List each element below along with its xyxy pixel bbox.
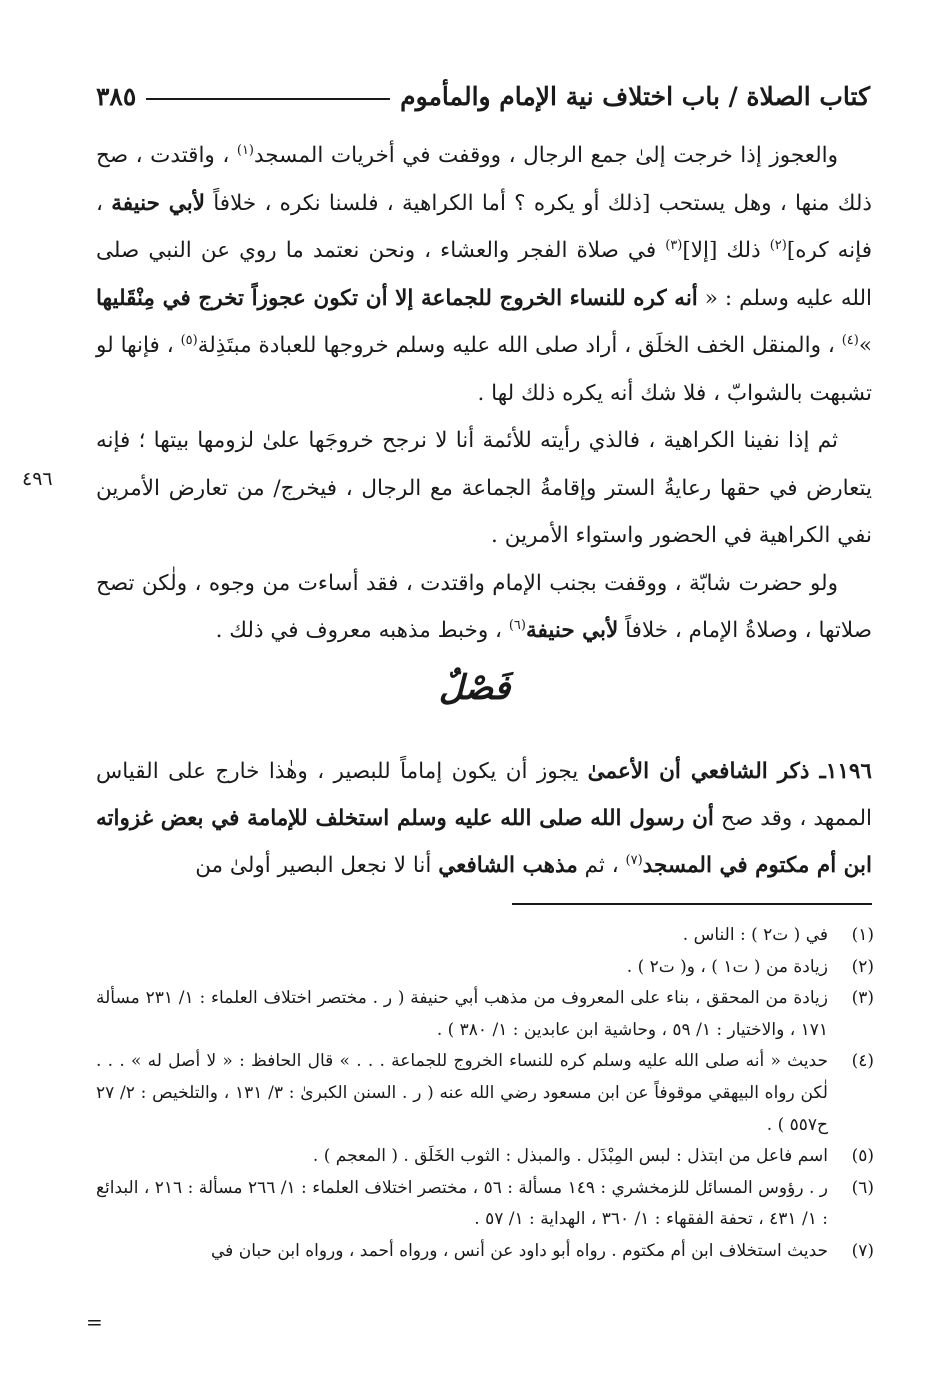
footnote-text: ر . رؤوس المسائل للزمخشري : ١٤٩ مسألة : ٥٦ ، مختصر اختلاف العلماء : ١/ ٢٦٦ مسألة : ٢١٦ ، البدائع : ١/ ٤٣١ ، تحفة الفقهاء : ١/ ٣٦٠ ، الهداية : ١/ ٥٧ . (96, 1177, 828, 1230)
page-number: ٣٨٥ (96, 81, 137, 111)
footnote-ref-3: (٣) (665, 237, 683, 253)
footnote-ref-1: (١) (236, 142, 254, 158)
footnote (96, 1173, 874, 1236)
running-header (96, 76, 870, 116)
margin-manuscript-number: ٤٩٦ (22, 468, 53, 490)
bold-run: ذكر الشافعي أن الأعمىٰ (587, 759, 810, 784)
paragraph-number: ١١٩٦ـ (809, 759, 872, 784)
footnote-text: اسم فاعل من ابتذل : لبس المِبْذَل . والمبذل : الثوب الخَلَق . ( المعجم ) . (312, 1146, 828, 1167)
footnote-ref-6: (٦) (508, 617, 526, 633)
footnote (96, 952, 874, 984)
footnote-text: في ( ت٢ ) : الناس . (682, 925, 828, 945)
footnote-number: (٤) (851, 1051, 874, 1072)
bold-run: مذهب الشافعي (438, 853, 578, 878)
paragraph-3 (96, 560, 872, 655)
text-run: ، فإنها لو تشبهت بالشوابّ ، فلا شك أنه يكره ذلك لها . (96, 333, 872, 406)
text-run: ، واقتدت ، صح ذلك منها ، وهل يستحب [ذلك أو يكره ؟ أما الكراهية ، فلسنا نكره ، خلافاً (96, 143, 873, 216)
text-run: أنا لا نجعل البصير أولىٰ من (195, 853, 439, 878)
bold-run: أن رسول الله صلى الله عليه وسلم استخلف للإمامة في بعض غزواته ابن أم مكتوم في المسجد (96, 806, 872, 878)
paragraph-1196 (96, 748, 872, 889)
text-run: ، ثم (577, 853, 626, 878)
footnote-number: (٣) (851, 988, 874, 1009)
bold-run: لأبي حنيفة (525, 618, 619, 643)
footnote-number: (٧) (851, 1240, 874, 1261)
footnote (96, 983, 874, 1046)
footnote (96, 1141, 874, 1173)
main-text (96, 132, 872, 655)
paragraph-2 (96, 417, 872, 560)
text-run: ، فإنه كره] (96, 190, 872, 263)
text-run: ثم إذا نفينا الكراهية ، فالذي رأيته للأئمة أنا لا نرجح خروجَها علىٰ لزومها بيتها ؛ فإنه يتعارض في حقها رعايةُ الستر وإقامةُ الجماعة مع الرجال ، فيخرج/ من تعارض الأمرين نفي الكراهية في الحضور واستواء الأمرين . (96, 428, 872, 548)
text-run: » (858, 333, 872, 358)
footnote-number: (٥) (851, 1146, 874, 1167)
section-heading-text: فَصْلٌ (438, 668, 511, 708)
text-run: ، وخبط مذهبه معروف في ذلك . (215, 618, 509, 643)
footnote-number: (١) (851, 925, 874, 945)
footnote-text: زيادة من المحقق ، بناء على المعروف من مذهب أبي حنيفة ( ر . مختصر اختلاف العلماء : ١/ ٢٣١ مسألة ١٧١ ، والاختيار : ١/ ٥٩ ، وحاشية ابن عابدين : ١/ ٣٨٠ ) . (96, 988, 828, 1040)
text-run: في صلاة الفجر والعشاء ، ونحن نعتمد ما روي عن النبي صلى الله عليه وسلم : « (96, 238, 872, 311)
footnote-ref-4: (٤) (841, 332, 859, 348)
footnote-ref-7: (٧) (625, 852, 643, 868)
footnote-text: حديث استخلاف ابن أم مكتوم . رواه أبو داود عن أنس ، ورواه أحمد ، ورواه ابن حبان في (211, 1240, 828, 1261)
footnote-separator (512, 903, 872, 905)
footnote-number: (٢) (851, 956, 874, 977)
section-text (96, 748, 872, 889)
footnote-ref-2: (٢) (769, 237, 787, 253)
text-run: ، والمنقل الخف الخلَق ، أراد صلى الله عليه وسلم خروجها للعبادة مبتَذِلة (197, 333, 842, 358)
text-run: ولو حضرت شابّة ، ووقفت بجنب الإمام واقتدت ، فقد أساءت من وجوه ، ولٰكن تصح صلاتها ، وصلاةُ الإمام ، خلافاً (96, 570, 872, 643)
footnote-text: زيادة من ( ت١ ) ، و( ت٢ ) . (626, 956, 828, 977)
footnote (96, 1046, 874, 1141)
footnotes (96, 920, 874, 1268)
continuation-mark: = (86, 1310, 103, 1334)
header-title: كتاب الصلاة / باب اختلاف نية الإمام والمأموم (400, 81, 870, 111)
bold-run: أنه كره للنساء الخروج للجماعة إلا أن تكون عجوزاً تخرج في مِنْقَليها (96, 285, 698, 311)
header-rule (146, 98, 390, 100)
footnote (96, 1236, 874, 1268)
bold-run: لأبي حنيفة (111, 190, 205, 216)
footnote-number: (٦) (851, 1177, 874, 1198)
footnote-text: حديث « أنه صلى الله عليه وسلم كره للنساء الخروج للجماعة . . . » قال الحافظ : « لا أصل له » . . . لٰكن رواه البيهقي موقوفاً عن ابن مسعود رضي الله عنه ( ر . السنن الكبرىٰ : ٣/ ١٣١ ، والتلخيص : ٢/ ٢٧ ح٥٥٧ ) . (96, 1051, 828, 1135)
paragraph-1 (96, 132, 872, 417)
text-run: يجوز أن يكون إماماً للبصير ، وهٰذا خارج على القياس الممهد ، وقد صح (96, 759, 872, 831)
section-heading (0, 668, 949, 708)
footnote-ref-5: (٥) (180, 332, 198, 348)
text-run: ذلك [إلا] (682, 238, 770, 263)
footnote (96, 920, 874, 952)
text-run: والعجوز إذا خرجت إلىٰ جمع الرجال ، ووقفت في أخريات المسجد (254, 143, 839, 168)
